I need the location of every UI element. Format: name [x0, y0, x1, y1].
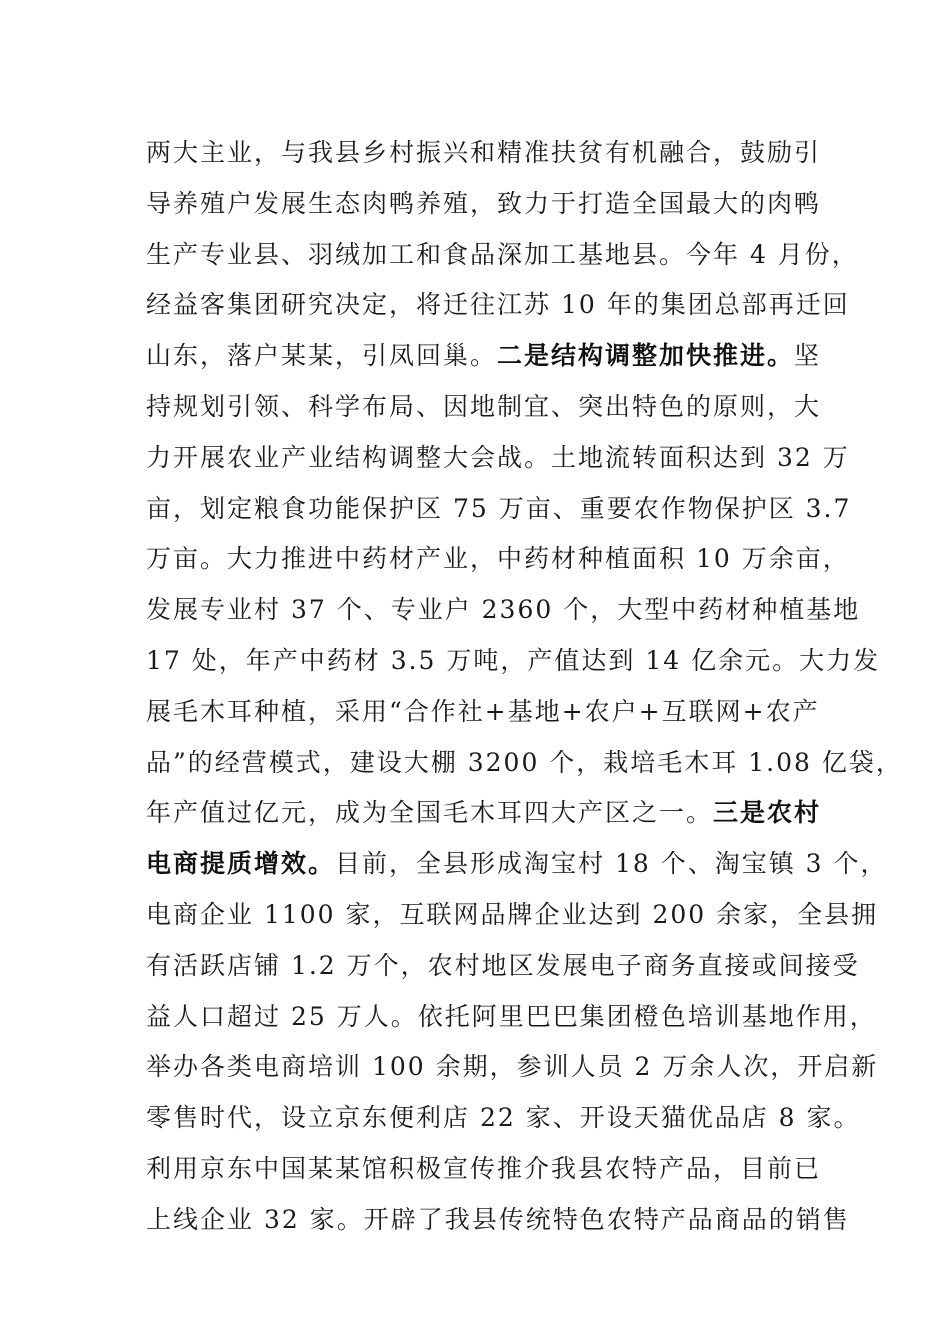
- body-text-run: 亩，划定粮食功能保护区 75 万亩、重要农作物保护区 3.7: [146, 493, 852, 523]
- body-text-run: 有活跃店铺 1.2 万个，农村地区发展电子商务直接或间接受: [146, 950, 860, 980]
- text-line: [146, 490, 852, 541]
- bold-heading-text: 电商提质增效。: [146, 849, 336, 879]
- text-line: [146, 540, 850, 591]
- body-text-run: 展毛木耳种植，采用“合作社+基地+农户+互联网+农产: [146, 696, 820, 726]
- body-text-run: 17 处，年产中药材 3.5 万吨，产值达到 14 亿余元。大力发: [146, 645, 881, 675]
- text-line: [146, 642, 881, 693]
- text-line: [146, 337, 826, 388]
- text-line: [146, 134, 826, 185]
- text-line: [146, 794, 826, 845]
- text-line: [146, 185, 826, 236]
- text-line: [146, 693, 826, 744]
- text-line: [146, 236, 859, 287]
- body-text-run: 坚: [794, 341, 822, 371]
- body-text-run: 生产专业县、羽绒加工和食品深加工基地县。今年 4 月份，: [146, 239, 859, 269]
- body-text-run: 力开展农业产业结构调整大会战。土地流转面积达到 32 万: [146, 442, 850, 472]
- text-line: [146, 439, 850, 490]
- body-text-run: 导养殖户发展生态肉鸭养殖，致力于打造全国最大的肉鸭: [146, 188, 822, 218]
- body-text-run: 经益客集团研究决定，将迁往江苏 10 年的集团总部再迁回: [146, 290, 850, 320]
- text-line: [146, 744, 903, 795]
- body-text-run: 利用京东中国某某馆积极宣传推介我县农特产品，目前已: [146, 1153, 822, 1183]
- text-line: [146, 845, 888, 896]
- text-line: [146, 388, 826, 439]
- text-line: [146, 896, 879, 947]
- body-text-run: 电商企业 1100 家，互联网品牌企业达到 200 余家，全县拥: [146, 899, 879, 929]
- body-text-run: 举办各类电商培训 100 余期，参训人员 2 万余人次，开启新: [146, 1052, 879, 1082]
- body-text-run: 两大主业，与我县乡村振兴和精准扶贫有机融合，鼓励引: [146, 138, 822, 167]
- text-line: [146, 591, 861, 642]
- text-line: [146, 998, 877, 1049]
- bold-heading-text: 二是结构调整加快推进。: [497, 341, 795, 371]
- body-text-run: 上线企业 32 家。开辟了我县传统特色农特产品商品的销售: [146, 1204, 850, 1234]
- body-text-run: 持规划引领、科学布局、因地制宜、突出特色的原则，大: [146, 391, 822, 421]
- body-text-run: 山东，落户某某，引凤回巢。: [146, 341, 498, 371]
- text-line: [146, 947, 860, 998]
- bold-heading-text: 三是农村: [713, 798, 822, 828]
- text-line: [146, 286, 850, 337]
- body-text-run: 发展专业村 37 个、专业户 2360 个，大型中药材种植基地: [146, 595, 861, 625]
- body-text-run: 品”的经营模式，建设大棚 3200 个，栽培毛木耳 1.08 亿袋，: [146, 747, 903, 777]
- body-text-run: 万亩。大力推进中药材产业，中药材种植面积 10 万余亩，: [146, 544, 850, 574]
- body-text-run: 益人口超过 25 万人。依托阿里巴巴集团橙色培训基地作用，: [146, 1001, 877, 1031]
- text-line: [146, 1048, 879, 1099]
- text-line: [146, 1201, 850, 1252]
- body-text-run: 零售时代，设立京东便利店 22 家、开设天猫优品店 8 家。: [146, 1103, 861, 1133]
- body-text: [146, 134, 903, 1252]
- body-text-run: 年产值过亿元，成为全国毛木耳四大产区之一。: [146, 798, 714, 828]
- body-text-run: 目前，全县形成淘宝村 18 个、淘宝镇 3 个，: [335, 849, 888, 879]
- text-line: [146, 1150, 826, 1201]
- text-line: [146, 1099, 861, 1150]
